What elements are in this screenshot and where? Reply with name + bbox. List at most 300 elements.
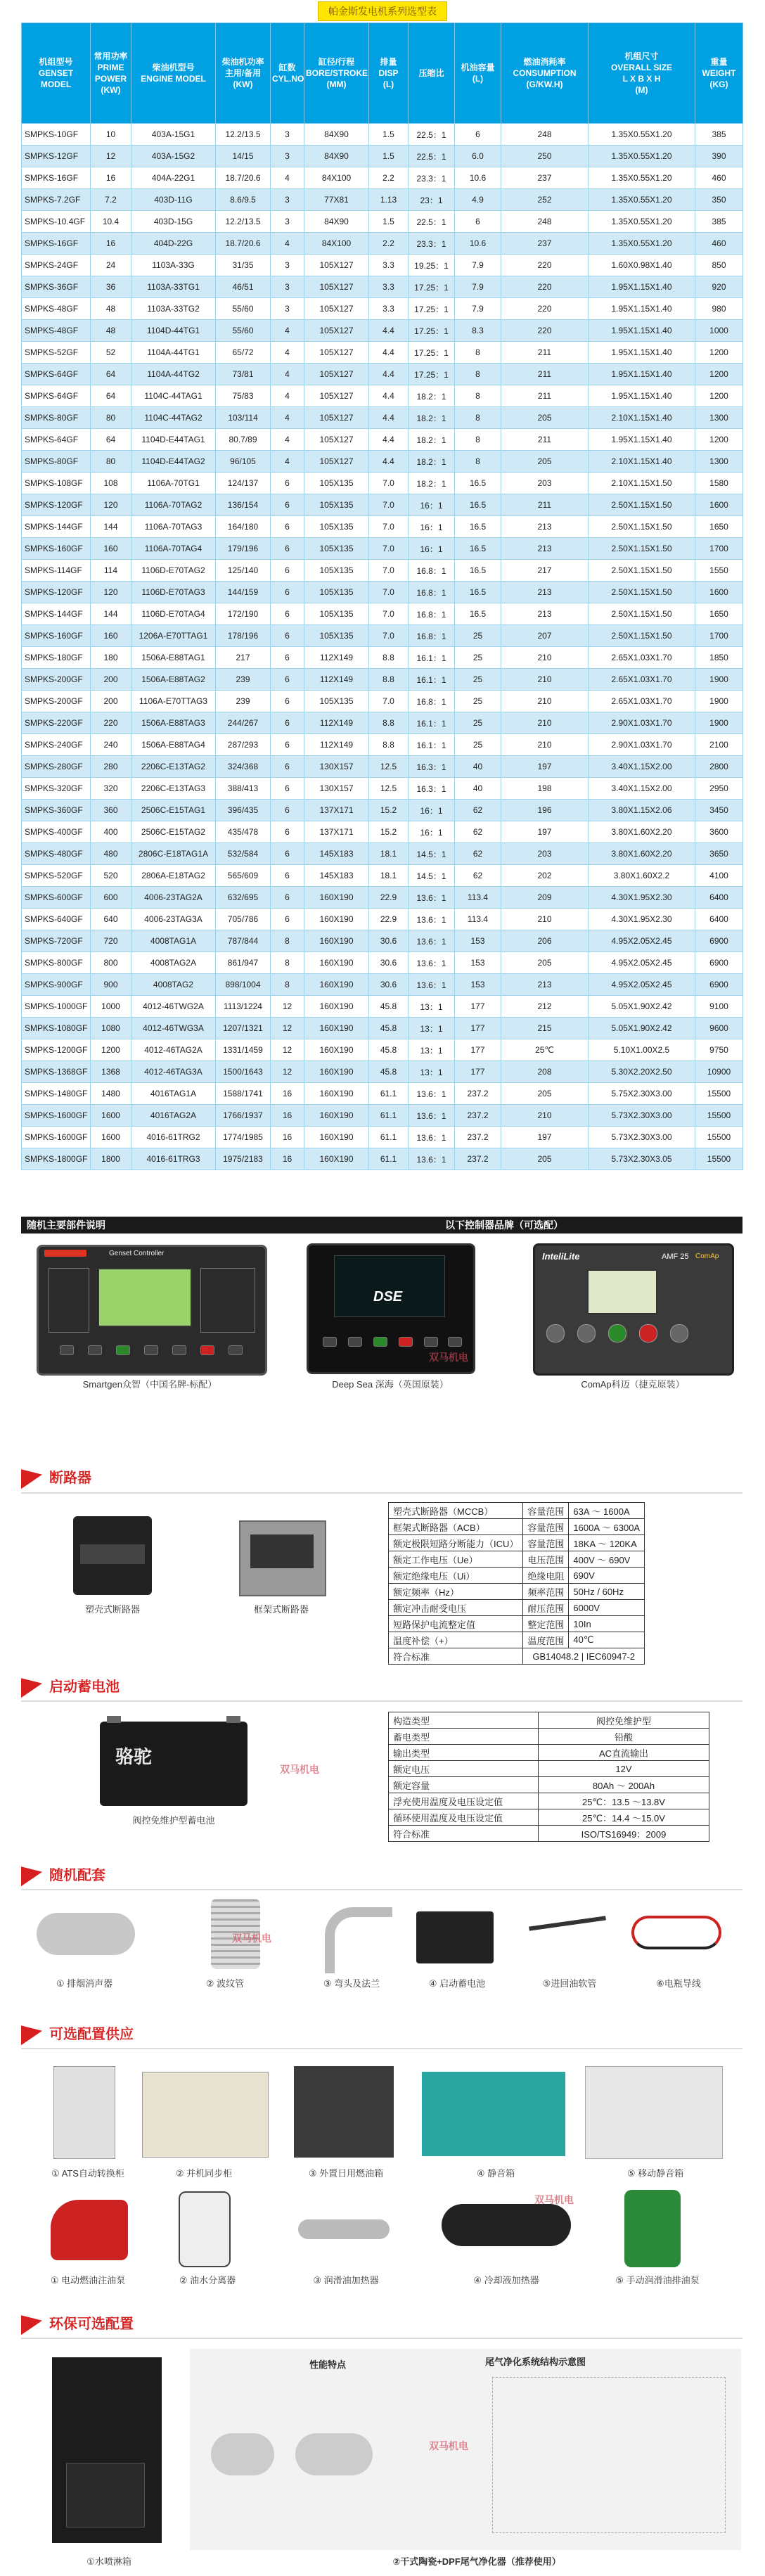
table-cell: 1480: [91, 1083, 131, 1105]
spec-cell: 符合标准: [389, 1826, 539, 1842]
table-cell: 153: [455, 952, 501, 974]
control-button[interactable]: [88, 1345, 102, 1355]
table-cell: 198: [501, 778, 589, 800]
column-header: [22, 23, 91, 124]
spec-cell: 50Hz / 60Hz: [569, 1584, 645, 1600]
control-button[interactable]: [60, 1345, 74, 1355]
table-cell: 6: [271, 734, 304, 756]
table-cell: 2.10X1.15X1.50: [589, 473, 695, 494]
column-header: [589, 23, 695, 124]
breaker-spec-table: [388, 1502, 645, 1665]
spec-cell: 耐压范围: [523, 1600, 569, 1616]
eco-caption: ①水喷淋箱: [86, 2556, 131, 2567]
table-cell: SMPKS-7.2GF: [22, 189, 91, 211]
table-cell: 19.25：1: [409, 255, 455, 276]
table-cell: 4.9: [455, 189, 501, 211]
table-cell: 3: [271, 124, 304, 146]
table-cell: 8: [455, 451, 501, 473]
column-header-line: (L): [382, 79, 394, 89]
table-cell: SMPKS-1200GF: [22, 1039, 91, 1061]
table-cell: 6: [271, 756, 304, 778]
table-cell: 203: [501, 843, 589, 865]
table-cell: 75/83: [216, 385, 271, 407]
table-cell: SMPKS-600GF: [22, 887, 91, 909]
stop-button[interactable]: [639, 1324, 657, 1343]
table-cell: 2.90X1.03X1.70: [589, 712, 695, 734]
table-cell: 3: [271, 189, 304, 211]
watermark: 双马机电: [232, 1933, 271, 1944]
table-cell: 103/114: [216, 407, 271, 429]
table-cell: 7.0: [369, 603, 409, 625]
table-row: [22, 320, 743, 342]
table-cell: 46/51: [216, 276, 271, 298]
table-cell: 196: [501, 800, 589, 821]
table-cell: SMPKS-24GF: [22, 255, 91, 276]
table-cell: 632/695: [216, 887, 271, 909]
table-cell: 1506A-E88TAG3: [131, 712, 216, 734]
table-cell: SMPKS-48GF: [22, 320, 91, 342]
table-cell: 23.3：1: [409, 167, 455, 189]
table-cell: 1103A-33TG2: [131, 298, 216, 320]
table-cell: 1104D-44TG1: [131, 320, 216, 342]
table-cell: 8: [455, 407, 501, 429]
table-cell: 30.6: [369, 974, 409, 996]
table-cell: 45.8: [369, 1039, 409, 1061]
table-cell: 105X127: [304, 407, 369, 429]
table-cell: 1200: [695, 385, 743, 407]
table-cell: 16: [91, 167, 131, 189]
table-row: [22, 603, 743, 625]
table-cell: 1.13: [369, 189, 409, 211]
table-cell: 153: [455, 930, 501, 952]
table-cell: 105X127: [304, 342, 369, 364]
table-cell: 1207/1321: [216, 1018, 271, 1039]
table-cell: 8.3: [455, 320, 501, 342]
spec-cell: 额定容量: [389, 1777, 539, 1793]
table-cell: 13：1: [409, 1039, 455, 1061]
optional-caption: ③ 外置日用燃油箱: [308, 2168, 384, 2179]
spec-cell: 80Ah ～ 200Ah: [539, 1777, 709, 1793]
table-cell: 4.4: [369, 320, 409, 342]
table-cell: 22.9: [369, 909, 409, 930]
column-header-line: (KG): [709, 79, 728, 89]
stop-button[interactable]: [200, 1345, 214, 1355]
stop-button[interactable]: [399, 1337, 413, 1347]
table-cell: 8.8: [369, 734, 409, 756]
table-cell: 532/584: [216, 843, 271, 865]
table-cell: 1106D-E70TAG2: [131, 560, 216, 582]
table-cell: 390: [695, 146, 743, 167]
table-cell: 4012-46TWG2A: [131, 996, 216, 1018]
table-cell: 2100: [695, 734, 743, 756]
table-cell: 1650: [695, 603, 743, 625]
table-row: [22, 800, 743, 821]
table-cell: 2.50X1.15X1.50: [589, 625, 695, 647]
table-cell: 211: [501, 494, 589, 516]
round-button[interactable]: [670, 1324, 688, 1343]
table-cell: 7.0: [369, 582, 409, 603]
table-cell: 160X190: [304, 1105, 369, 1127]
spec-row: [389, 1793, 709, 1809]
table-cell: 211: [501, 342, 589, 364]
spec-row: [389, 1568, 645, 1584]
table-cell: 55/60: [216, 320, 271, 342]
control-button[interactable]: [424, 1337, 438, 1347]
table-cell: 360: [91, 800, 131, 821]
hose-image: [529, 1916, 606, 1930]
silent-box-image: [422, 2072, 565, 2156]
table-cell: 1.35X0.55X1.20: [589, 211, 695, 233]
table-cell: 13：1: [409, 996, 455, 1018]
table-cell: 16.5: [455, 494, 501, 516]
table-cell: 207: [501, 625, 589, 647]
table-cell: 16: [271, 1127, 304, 1148]
table-cell: 160X190: [304, 1148, 369, 1170]
smartgen-controller: [37, 1245, 267, 1376]
divider: [21, 1700, 742, 1702]
column-header-line: ENGINE MODEL: [141, 74, 206, 84]
accessory-caption: ① 排烟消声器: [56, 1978, 113, 1989]
table-cell: 16：1: [409, 494, 455, 516]
table-cell: 6900: [695, 952, 743, 974]
table-cell: 205: [501, 1083, 589, 1105]
table-cell: 4: [271, 364, 304, 385]
table-cell: 1700: [695, 625, 743, 647]
intelilite-logo: InteliLite: [542, 1251, 580, 1262]
spec-cell: 电压范围: [523, 1551, 569, 1568]
table-cell: 17.25：1: [409, 342, 455, 364]
control-button[interactable]: [172, 1345, 186, 1355]
oil-water-separator-image: [179, 2191, 231, 2267]
table-cell: 1106A-70TG1: [131, 473, 216, 494]
optional-caption: ② 并机同步柜: [175, 2168, 233, 2179]
table-cell: 250: [501, 146, 589, 167]
table-cell: 105X135: [304, 625, 369, 647]
table-row: [22, 952, 743, 974]
table-cell: 6: [271, 887, 304, 909]
spec-cell: 浮充使用温度及电压设定值: [389, 1793, 539, 1809]
table-cell: 1106D-E70TAG4: [131, 603, 216, 625]
table-cell: SMPKS-400GF: [22, 821, 91, 843]
table-cell: 980: [695, 298, 743, 320]
table-row: [22, 538, 743, 560]
table-cell: 23.3：1: [409, 233, 455, 255]
table-cell: 177: [455, 996, 501, 1018]
table-cell: 237.2: [455, 1148, 501, 1170]
table-cell: 16：1: [409, 821, 455, 843]
table-cell: 3600: [695, 821, 743, 843]
column-header-line: 重量: [710, 57, 728, 67]
table-cell: SMPKS-144GF: [22, 516, 91, 538]
table-cell: 1850: [695, 647, 743, 669]
control-button[interactable]: [348, 1337, 362, 1347]
table-row: [22, 909, 743, 930]
table-cell: 1600: [695, 582, 743, 603]
table-cell: 144: [91, 516, 131, 538]
table-cell: 9100: [695, 996, 743, 1018]
table-cell: 22.5：1: [409, 124, 455, 146]
table-cell: 6: [271, 582, 304, 603]
table-cell: 4: [271, 407, 304, 429]
table-cell: 6: [271, 778, 304, 800]
table-cell: 800: [91, 952, 131, 974]
table-cell: 8: [455, 429, 501, 451]
table-cell: 520: [91, 865, 131, 887]
table-cell: 65/72: [216, 342, 271, 364]
table-cell: 13.6：1: [409, 952, 455, 974]
table-cell: 105X135: [304, 473, 369, 494]
manual-oil-pump-image: [624, 2190, 681, 2267]
table-cell: 7.9: [455, 255, 501, 276]
table-cell: 160X190: [304, 930, 369, 952]
coolant-heater-image: [442, 2204, 571, 2246]
table-cell: 2.50X1.15X1.50: [589, 494, 695, 516]
table-cell: 213: [501, 974, 589, 996]
table-cell: 403A-15G2: [131, 146, 216, 167]
control-button[interactable]: [229, 1345, 243, 1355]
table-cell: 220: [91, 712, 131, 734]
table-cell: 15500: [695, 1148, 743, 1170]
table-cell: 178/196: [216, 625, 271, 647]
table-row: [22, 1105, 743, 1127]
table-cell: SMPKS-1080GF: [22, 1018, 91, 1039]
start-button[interactable]: [373, 1337, 387, 1347]
table-cell: 8: [271, 930, 304, 952]
panel-title: 性能特点: [309, 2359, 347, 2370]
table-cell: 4012-46TAG2A: [131, 1039, 216, 1061]
column-header: [216, 23, 271, 124]
table-cell: 435/478: [216, 821, 271, 843]
table-cell: 2.90X1.03X1.70: [589, 734, 695, 756]
table-cell: 160X190: [304, 1061, 369, 1083]
table-cell: 3450: [695, 800, 743, 821]
column-header-line: 燃油消耗率: [523, 57, 566, 67]
table-cell: 248: [501, 211, 589, 233]
table-header-row: [22, 23, 743, 124]
column-header-line: 机组尺寸: [624, 51, 659, 61]
round-button[interactable]: [577, 1324, 596, 1343]
table-cell: 6: [455, 124, 501, 146]
table-row: [22, 669, 743, 691]
column-header-line: L X B X H: [622, 74, 661, 84]
table-row: [22, 865, 743, 887]
control-button[interactable]: [448, 1337, 462, 1347]
spec-row: [389, 1632, 645, 1648]
table-cell: SMPKS-360GF: [22, 800, 91, 821]
table-cell: 1104D-E44TAG1: [131, 429, 216, 451]
table-cell: SMPKS-1480GF: [22, 1083, 91, 1105]
table-cell: SMPKS-64GF: [22, 429, 91, 451]
lube-heater-image: [298, 2219, 390, 2239]
table-cell: 112X149: [304, 669, 369, 691]
table-cell: SMPKS-200GF: [22, 691, 91, 712]
table-cell: 137X171: [304, 821, 369, 843]
table-cell: 7.0: [369, 538, 409, 560]
table-cell: 2.65X1.03X1.70: [589, 691, 695, 712]
table-cell: 720: [91, 930, 131, 952]
table-cell: 1103A-33G: [131, 255, 216, 276]
table-cell: 10.6: [455, 233, 501, 255]
table-cell: 4: [271, 320, 304, 342]
table-cell: 403A-15G1: [131, 124, 216, 146]
accessory-caption: ② 波纹管: [205, 1978, 245, 1989]
table-cell: 6.0: [455, 146, 501, 167]
spec-row: [389, 1777, 709, 1793]
model-label: AMF 25: [662, 1252, 689, 1261]
table-cell: 17.25：1: [409, 276, 455, 298]
table-cell: 10: [91, 124, 131, 146]
table-cell: 1650: [695, 516, 743, 538]
spec-cell: 铅酸: [539, 1729, 709, 1745]
table-cell: SMPKS-144GF: [22, 603, 91, 625]
table-cell: 5.05X1.90X2.42: [589, 1018, 695, 1039]
table-cell: 1104A-44TG1: [131, 342, 216, 364]
table-cell: 1580: [695, 473, 743, 494]
table-row: [22, 473, 743, 494]
column-header: [369, 23, 409, 124]
start-button[interactable]: [608, 1324, 626, 1343]
spec-cell: 12V: [539, 1761, 709, 1777]
table-cell: SMPKS-10GF: [22, 124, 91, 146]
control-button[interactable]: [323, 1337, 337, 1347]
table-cell: 136/154: [216, 494, 271, 516]
table-row: [22, 407, 743, 429]
table-cell: 40: [455, 778, 501, 800]
table-cell: 1700: [695, 538, 743, 560]
lcd-screen: [587, 1269, 657, 1314]
column-header: [455, 23, 501, 124]
table-cell: 400: [91, 821, 131, 843]
round-button[interactable]: [546, 1324, 565, 1343]
table-cell: 6400: [695, 909, 743, 930]
table-cell: 197: [501, 1127, 589, 1148]
column-header-line: 缸径/行程: [318, 57, 355, 67]
table-cell: 17.25：1: [409, 364, 455, 385]
column-header-line: 机组型号: [39, 57, 73, 67]
table-row: [22, 843, 743, 865]
table-row: [22, 167, 743, 189]
accessories-heading: [21, 1864, 105, 1884]
table-cell: 385: [695, 124, 743, 146]
table-cell: 240: [91, 734, 131, 756]
table-cell: 105X127: [304, 451, 369, 473]
table-row: [22, 1061, 743, 1083]
table-row: [22, 1083, 743, 1105]
table-cell: 1300: [695, 407, 743, 429]
table-cell: 1975/2183: [216, 1148, 271, 1170]
spec-table: [21, 23, 743, 1170]
table-cell: 160X190: [304, 1127, 369, 1148]
table-cell: 16.5: [455, 538, 501, 560]
table-cell: 16.8：1: [409, 691, 455, 712]
table-cell: 7.2: [91, 189, 131, 211]
table-cell: 6: [271, 821, 304, 843]
table-cell: 18.7/20.6: [216, 233, 271, 255]
section-label: 随机主要部件说明: [27, 1219, 105, 1231]
column-header-line: CYL.NO: [272, 74, 304, 84]
water-spray-box-image: [52, 2357, 162, 2543]
red-arrow-icon: [21, 1464, 42, 1488]
table-cell: SMPKS-180GF: [22, 647, 91, 669]
table-cell: 160X190: [304, 1083, 369, 1105]
table-cell: 12.5: [369, 756, 409, 778]
table-cell: 96/105: [216, 451, 271, 473]
table-cell: SMPKS-114GF: [22, 560, 91, 582]
eco-heading: [21, 2312, 134, 2333]
table-cell: 18.2：1: [409, 407, 455, 429]
table-cell: 206: [501, 930, 589, 952]
spec-cell: 40℃: [569, 1632, 645, 1648]
column-header: [271, 23, 304, 124]
table-cell: 2.50X1.15X1.50: [589, 582, 695, 603]
table-cell: 1588/1741: [216, 1083, 271, 1105]
table-cell: 244/267: [216, 712, 271, 734]
table-cell: SMPKS-16GF: [22, 233, 91, 255]
table-cell: 2.10X1.15X1.40: [589, 407, 695, 429]
control-button[interactable]: [144, 1345, 158, 1355]
divider: [21, 2048, 742, 2049]
table-cell: 23：1: [409, 189, 455, 211]
table-cell: 4012-46TAG3A: [131, 1061, 216, 1083]
table-cell: 1.35X0.55X1.20: [589, 124, 695, 146]
table-cell: SMPKS-800GF: [22, 952, 91, 974]
table-cell: 105X127: [304, 320, 369, 342]
table-cell: 105X127: [304, 276, 369, 298]
table-cell: 105X135: [304, 582, 369, 603]
table-cell: 16.8：1: [409, 560, 455, 582]
table-cell: 45.8: [369, 996, 409, 1018]
watermark: 双马机电: [280, 1764, 319, 1775]
table-cell: 18.2：1: [409, 429, 455, 451]
mccb-image: [73, 1516, 152, 1595]
table-cell: 45.8: [369, 1061, 409, 1083]
table-cell: 6: [271, 473, 304, 494]
table-cell: 4008TAG2: [131, 974, 216, 996]
table-cell: 403D-11G: [131, 189, 216, 211]
controller-header-text: Genset Controller: [109, 1250, 165, 1257]
table-cell: 73/81: [216, 364, 271, 385]
table-cell: SMPKS-1800GF: [22, 1148, 91, 1170]
table-cell: SMPKS-52GF: [22, 342, 91, 364]
table-cell: 3.80X1.60X2.20: [589, 843, 695, 865]
table-cell: 565/609: [216, 865, 271, 887]
controllers-header: [21, 1217, 742, 1233]
table-cell: 3.40X1.15X2.00: [589, 756, 695, 778]
breaker-title: 断路器: [49, 1470, 91, 1486]
table-cell: 1500/1643: [216, 1061, 271, 1083]
table-cell: 1103A-33TG1: [131, 276, 216, 298]
spec-row: [389, 1535, 645, 1551]
start-button[interactable]: [116, 1345, 130, 1355]
table-cell: 5.10X1.00X2.5: [589, 1039, 695, 1061]
table-cell: 1800: [91, 1148, 131, 1170]
table-cell: 3.80X1.60X2.20: [589, 821, 695, 843]
table-cell: 5.73X2.30X3.05: [589, 1148, 695, 1170]
column-header-line: 主用/备用: [224, 68, 262, 78]
table-cell: 2206C-E13TAG2: [131, 756, 216, 778]
optional-caption: ⑤ 移动静音箱: [626, 2168, 684, 2179]
table-cell: 2.2: [369, 233, 409, 255]
table-cell: 898/1004: [216, 974, 271, 996]
table-cell: 61.1: [369, 1083, 409, 1105]
table-cell: 480: [91, 843, 131, 865]
table-cell: 16.5: [455, 560, 501, 582]
table-cell: 105X127: [304, 364, 369, 385]
controller-caption: Smartgen众智（中国名牌-标配）: [82, 1379, 217, 1390]
table-cell: 13.6：1: [409, 1105, 455, 1127]
table-cell: 15.2: [369, 821, 409, 843]
table-cell: 36: [91, 276, 131, 298]
